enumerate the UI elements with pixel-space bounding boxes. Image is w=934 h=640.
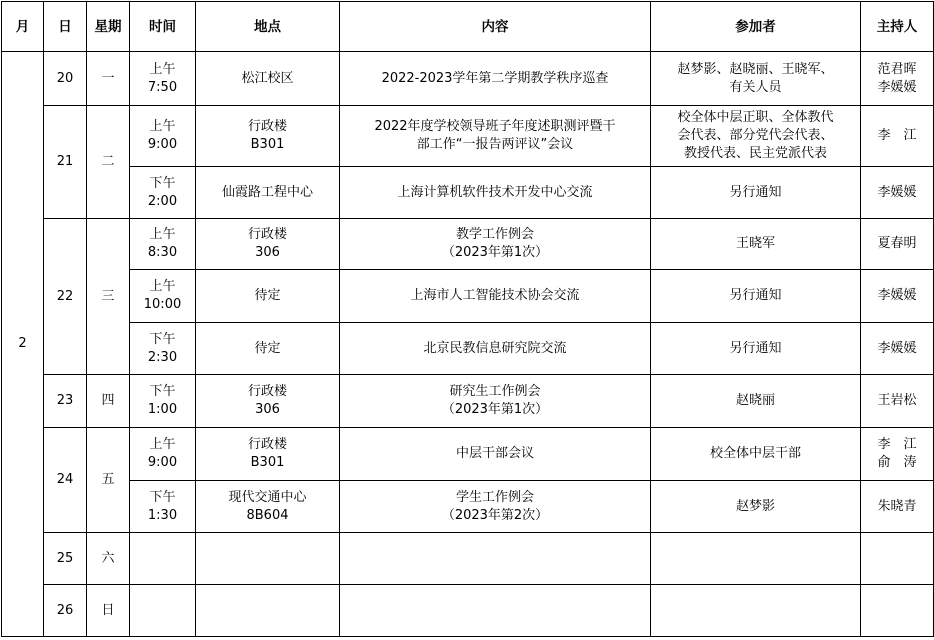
header-time: 时间 [130, 2, 196, 52]
day-cell: 23 [44, 375, 87, 428]
participants-cell: 校全体中层正职、全体教代 会代表、部分党代会代表、 教授代表、民主党派代表 [651, 106, 861, 167]
time-cell: 下午 1:00 [130, 375, 196, 428]
location-cell: 行政楼 B301 [196, 106, 340, 167]
header-month: 月 [2, 2, 44, 52]
weekday-cell: 三 [87, 219, 130, 375]
table-row [2, 533, 934, 585]
header-content: 内容 [340, 2, 651, 52]
content-cell: 中层干部会议 [340, 428, 651, 481]
schedule-table [1, 1, 934, 637]
content-cell: 北京民教信息研究院交流 [340, 323, 651, 375]
host-cell: 李媛媛 [861, 270, 934, 323]
day-cell: 22 [44, 219, 87, 375]
location-cell: 仙霞路工程中心 [196, 167, 340, 219]
participants-cell: 另行通知 [651, 167, 861, 219]
participants-cell: 赵梦影 [651, 481, 861, 533]
table-row [2, 167, 934, 219]
time-cell: 上午 9:00 [130, 106, 196, 167]
table-row [2, 219, 934, 270]
participants-cell: 王晓军 [651, 219, 861, 270]
content-cell: 教学工作例会 （2023年第1次） [340, 219, 651, 270]
location-cell [196, 533, 340, 585]
location-cell: 行政楼 306 [196, 219, 340, 270]
table-row [2, 270, 934, 323]
header-host: 主持人 [861, 2, 934, 52]
host-cell: 李媛媛 [861, 323, 934, 375]
header-day: 日 [44, 2, 87, 52]
location-cell: 松江校区 [196, 52, 340, 106]
table-row [2, 585, 934, 637]
content-cell: 上海市人工智能技术协会交流 [340, 270, 651, 323]
day-cell: 21 [44, 106, 87, 219]
participants-cell: 赵梦影、赵晓丽、王晓军、 有关人员 [651, 52, 861, 106]
content-cell [340, 533, 651, 585]
table-row [2, 428, 934, 481]
host-cell: 李 江 俞 涛 [861, 428, 934, 481]
day-cell: 24 [44, 428, 87, 533]
host-cell [861, 585, 934, 637]
location-cell: 现代交通中心 8B604 [196, 481, 340, 533]
table-row [2, 481, 934, 533]
participants-cell: 另行通知 [651, 323, 861, 375]
time-cell: 上午 7:50 [130, 52, 196, 106]
table-row [2, 323, 934, 375]
weekday-cell: 一 [87, 52, 130, 106]
content-cell: 上海计算机软件技术开发中心交流 [340, 167, 651, 219]
header-row [2, 2, 934, 52]
time-cell: 下午 2:30 [130, 323, 196, 375]
participants-cell [651, 533, 861, 585]
table-row [2, 52, 934, 106]
content-cell: 研究生工作例会 （2023年第1次） [340, 375, 651, 428]
day-cell: 20 [44, 52, 87, 106]
participants-cell: 赵晓丽 [651, 375, 861, 428]
participants-cell [651, 585, 861, 637]
time-cell: 下午 2:00 [130, 167, 196, 219]
location-cell: 待定 [196, 270, 340, 323]
host-cell: 朱晓青 [861, 481, 934, 533]
time-cell [130, 585, 196, 637]
table-row [2, 106, 934, 167]
location-cell: 行政楼 306 [196, 375, 340, 428]
time-cell [130, 533, 196, 585]
table-row [2, 375, 934, 428]
host-cell [861, 533, 934, 585]
weekday-cell: 四 [87, 375, 130, 428]
host-cell: 夏春明 [861, 219, 934, 270]
header-weekday: 星期 [87, 2, 130, 52]
host-cell: 李媛媛 [861, 167, 934, 219]
weekday-cell: 五 [87, 428, 130, 533]
location-cell [196, 585, 340, 637]
time-cell: 上午 8:30 [130, 219, 196, 270]
participants-cell: 校全体中层干部 [651, 428, 861, 481]
host-cell: 范君晖 李媛媛 [861, 52, 934, 106]
content-cell: 2022-2023学年第二学期教学秩序巡查 [340, 52, 651, 106]
host-cell: 李 江 [861, 106, 934, 167]
day-cell: 25 [44, 533, 87, 585]
content-cell [340, 585, 651, 637]
weekday-cell: 六 [87, 533, 130, 585]
participants-cell: 另行通知 [651, 270, 861, 323]
content-cell: 2022年度学校领导班子年度述职测评暨干 部工作“一报告两评议”会议 [340, 106, 651, 167]
header-participants: 参加者 [651, 2, 861, 52]
host-cell: 王岩松 [861, 375, 934, 428]
time-cell: 上午 10:00 [130, 270, 196, 323]
weekday-cell: 日 [87, 585, 130, 637]
weekday-cell: 二 [87, 106, 130, 219]
location-cell: 行政楼 B301 [196, 428, 340, 481]
header-location: 地点 [196, 2, 340, 52]
month-cell: 2 [2, 52, 44, 637]
time-cell: 下午 1:30 [130, 481, 196, 533]
location-cell: 待定 [196, 323, 340, 375]
content-cell: 学生工作例会 （2023年第2次） [340, 481, 651, 533]
time-cell: 上午 9:00 [130, 428, 196, 481]
day-cell: 26 [44, 585, 87, 637]
